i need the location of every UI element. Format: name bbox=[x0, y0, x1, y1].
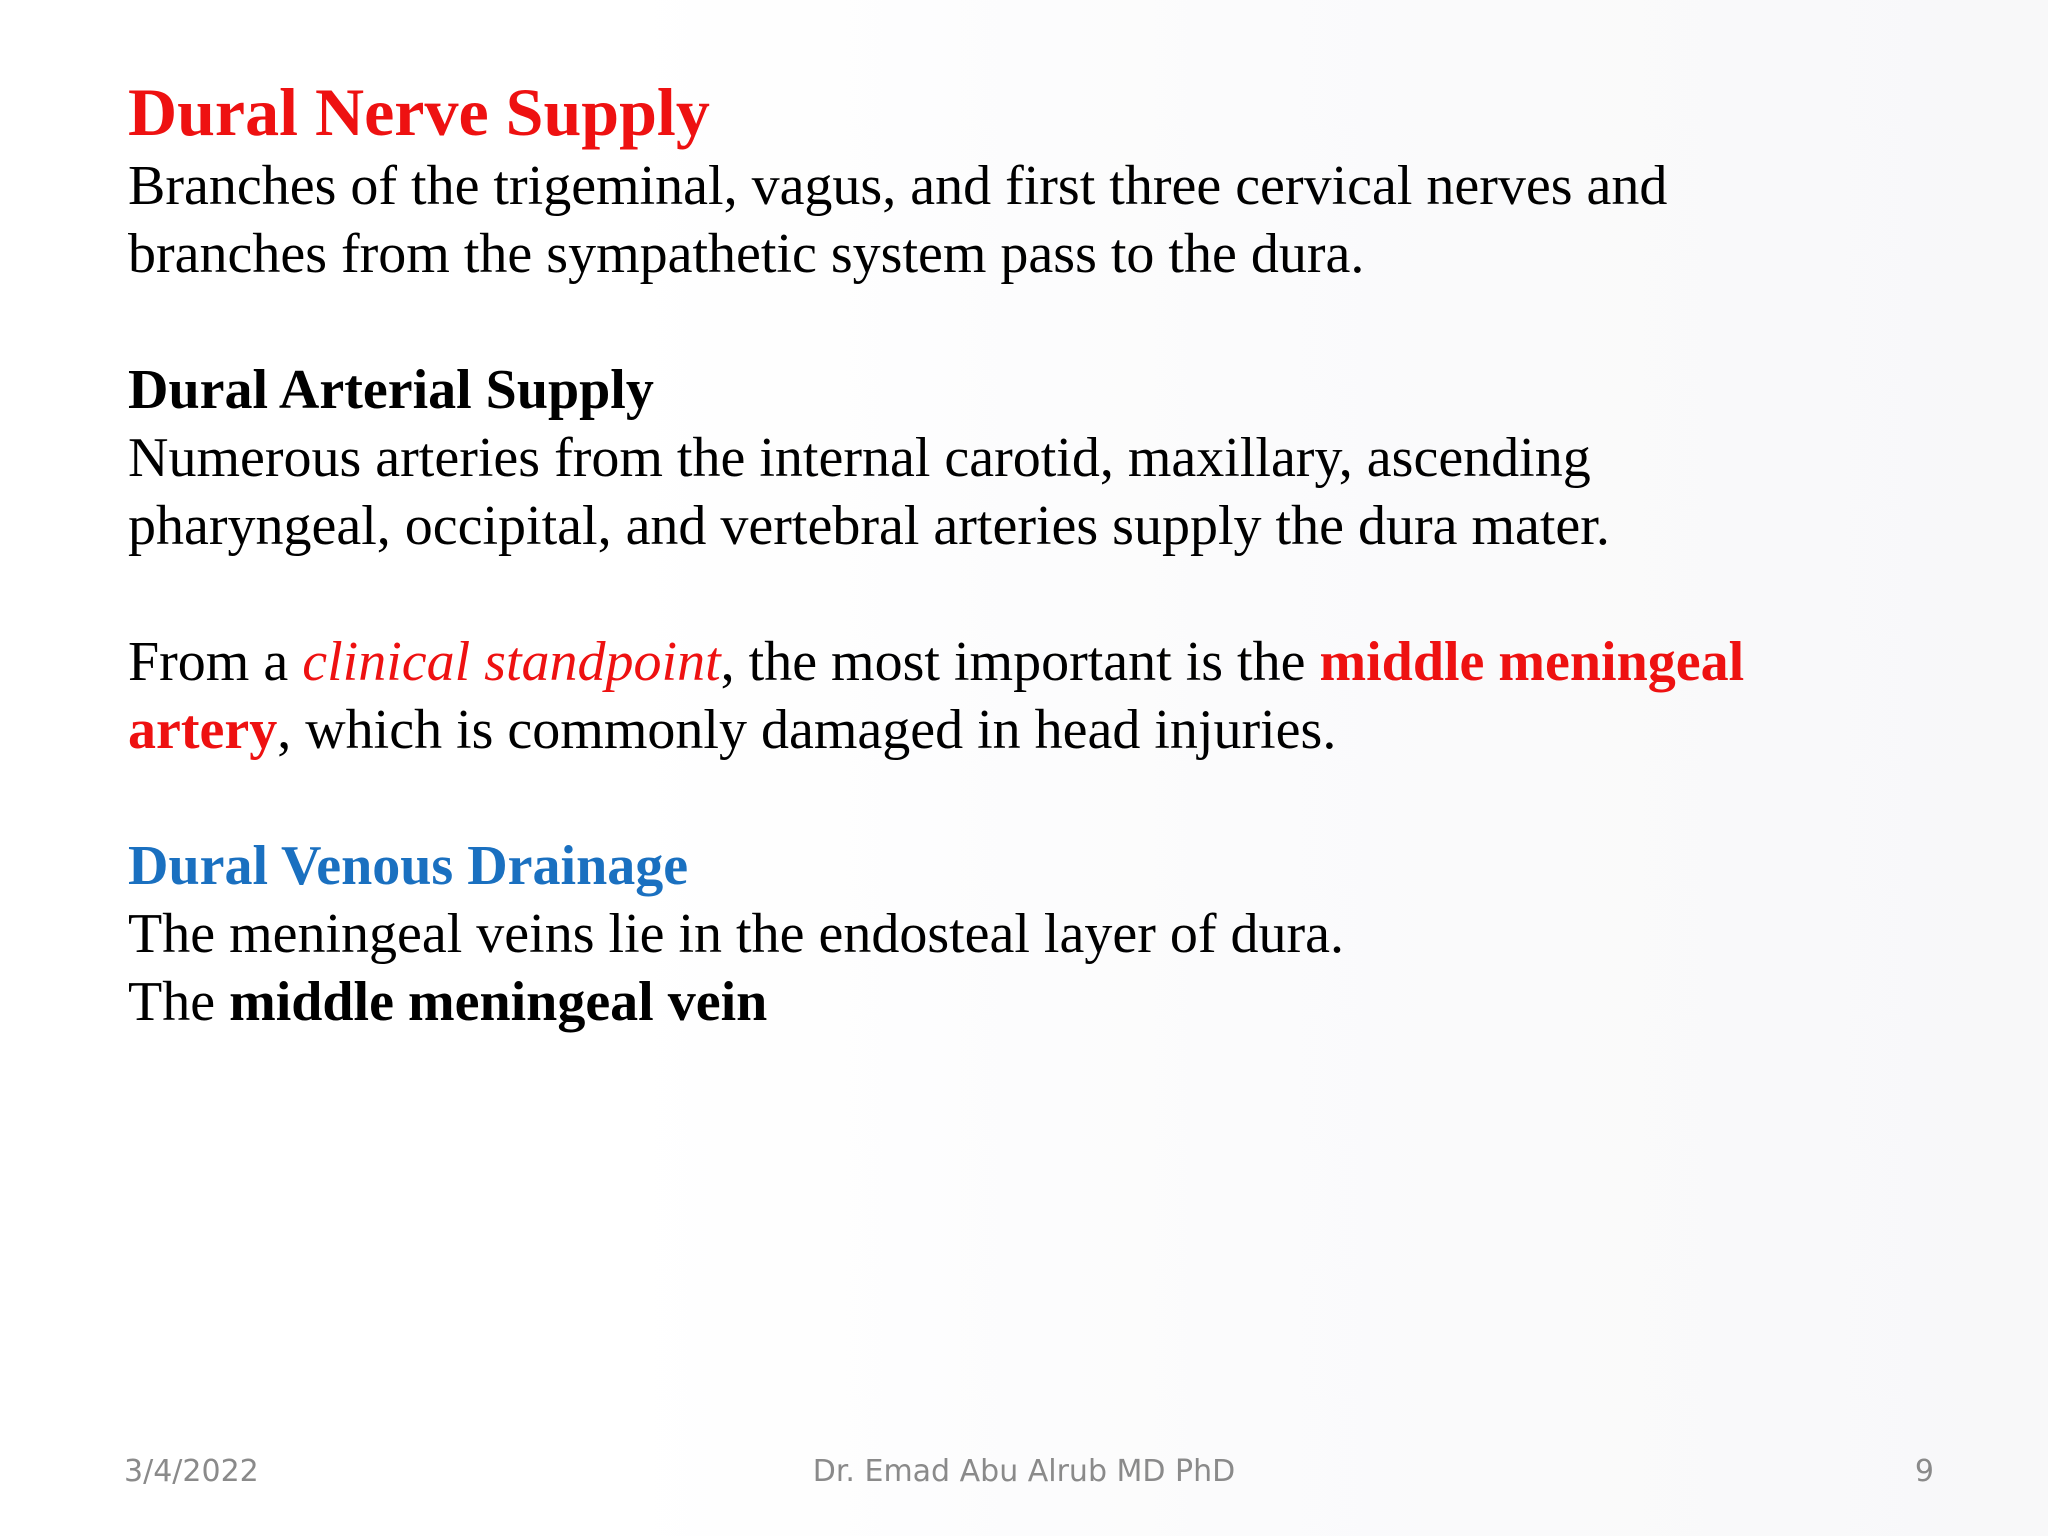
arterial-supply-line-2: pharyngeal, occipital, and vertebral arteries supply the dura mater. bbox=[128, 495, 1610, 557]
clinical-line-2 bbox=[128, 696, 1928, 764]
artery-emphasis: artery bbox=[128, 699, 278, 761]
footer-page-number: 9 bbox=[1914, 1454, 1934, 1489]
venous-drainage-heading: Dural Venous Drainage bbox=[128, 835, 689, 897]
middle-meningeal-vein-emphasis: middle meningeal vein bbox=[229, 971, 768, 1033]
venous-drainage-line-1: The meningeal veins lie in the endosteal layer of dura. bbox=[128, 903, 1345, 965]
spacer bbox=[128, 288, 1928, 356]
arterial-supply-heading: Dural Arterial Supply bbox=[128, 359, 654, 421]
spacer bbox=[128, 764, 1928, 832]
footer-author: Dr. Emad Abu Alrub MD PhD bbox=[812, 1454, 1236, 1489]
clinical-mid: , the most important is the bbox=[720, 631, 1320, 693]
footer-date: 3/4/2022 bbox=[124, 1454, 259, 1489]
clinical-prefix: From a bbox=[128, 631, 303, 693]
clinical-standpoint-emphasis: clinical standpoint bbox=[302, 631, 721, 693]
spacer bbox=[128, 560, 1928, 628]
nerve-supply-line-1: Branches of the trigeminal, vagus, and first three cervical nerves and bbox=[128, 155, 1668, 217]
slide-content bbox=[128, 72, 1928, 1036]
venous-line-2-prefix: The bbox=[128, 971, 230, 1033]
clinical-suffix: , which is commonly damaged in head injuries. bbox=[277, 699, 1337, 761]
nerve-supply-heading: Dural Nerve Supply bbox=[128, 74, 710, 150]
middle-meningeal-emphasis: middle meningeal bbox=[1319, 631, 1745, 693]
nerve-supply-line-2: branches from the sympathetic system pass to the dura. bbox=[128, 223, 1365, 285]
clinical-line-1 bbox=[128, 628, 1928, 696]
venous-drainage-line-2 bbox=[128, 968, 1928, 1036]
arterial-supply-line-1: Numerous arteries from the internal carotid, maxillary, ascending bbox=[128, 427, 1591, 489]
